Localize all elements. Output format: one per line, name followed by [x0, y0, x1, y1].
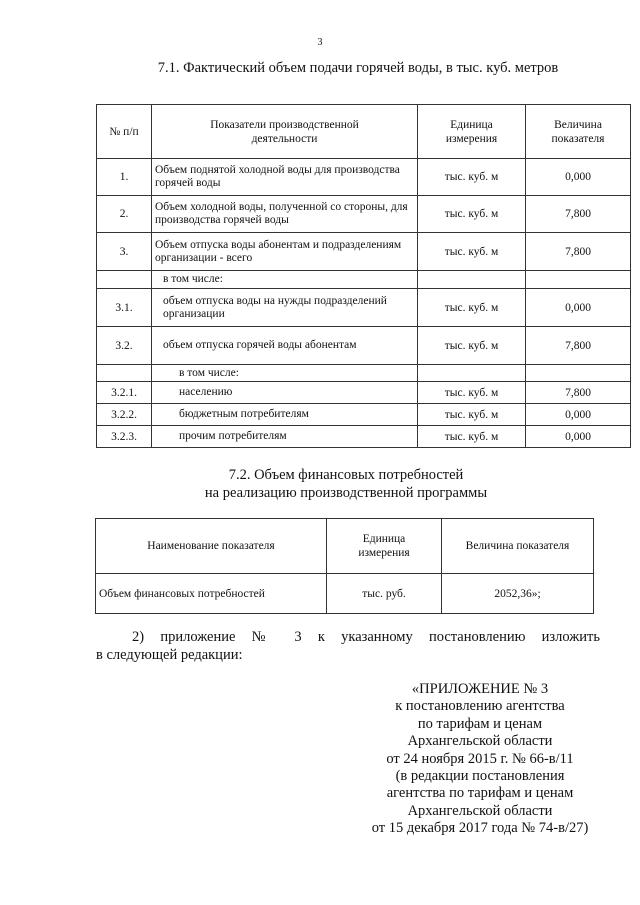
row-indicator-name: Объем холодной воды, полученной со стороны, для производства горячей воды — [152, 196, 418, 233]
row-number — [97, 365, 152, 382]
row-value: 0,000 — [526, 404, 631, 426]
appendix-line: к постановлению агентства — [395, 698, 565, 715]
appendix-header-block — [330, 681, 630, 838]
row-value — [526, 271, 631, 289]
row-unit: тыс. куб. м — [418, 196, 526, 233]
appendix-line: (в редакции постановления — [395, 768, 565, 785]
row-number: 3. — [97, 233, 152, 271]
row-unit: тыс. куб. м — [418, 327, 526, 365]
column-header-unit: Единица измерения — [418, 105, 526, 159]
paragraph-line-1: 2) приложение № 3 к указанному постановлению изложить — [132, 629, 600, 645]
column-header-unit: Единица измерения — [327, 519, 442, 574]
table-row — [97, 327, 631, 365]
row-number: 3.2.2. — [97, 404, 152, 426]
row-indicator-name: объем отпуска горячей воды абонентам — [152, 327, 418, 365]
row-number: 3.2. — [97, 327, 152, 365]
page-number: 3 — [317, 37, 323, 48]
row-value: 2052,36»; — [442, 574, 594, 614]
row-unit: тыс. куб. м — [418, 426, 526, 448]
row-indicator-name: Объем поднятой холодной воды для производства горячей воды — [152, 159, 418, 196]
row-indicator-name: в том числе: — [152, 365, 418, 382]
row-number — [97, 271, 152, 289]
row-value: 7,800 — [526, 382, 631, 404]
section-71-heading: 7.1. Фактический объем подачи горячей воды, в тыс. куб. метров — [157, 60, 559, 76]
row-indicator-name: прочим потребителям — [152, 426, 418, 448]
table-row-subheading — [97, 271, 631, 289]
table-row-subheading — [97, 365, 631, 382]
body-paragraph — [96, 628, 600, 664]
row-number: 3.2.3. — [97, 426, 152, 448]
row-indicator-name: в том числе: — [152, 271, 418, 289]
section-72-heading-line1: 7.2. Объем финансовых потребностей — [228, 467, 464, 483]
financial-needs-table — [95, 518, 594, 614]
row-value: 0,000 — [526, 159, 631, 196]
table-row — [97, 404, 631, 426]
appendix-line: по тарифам и ценам — [417, 715, 543, 732]
table-header-row — [97, 105, 631, 159]
row-unit: тыс. куб. м — [418, 382, 526, 404]
appendix-line: от 24 ноября 2015 г. № 66-в/11 — [386, 750, 574, 767]
table-row — [96, 574, 594, 614]
column-header-indicator: Показатели производственной деятельности — [152, 105, 418, 159]
appendix-line: агентства по тарифам и ценам — [386, 785, 574, 802]
table-row — [97, 233, 631, 271]
appendix-line: от 15 декабря 2017 года № 74-в/27) — [371, 820, 589, 837]
table-row — [97, 382, 631, 404]
table-row — [97, 426, 631, 448]
section-72-heading-line2: на реализацию производственной программы — [204, 485, 488, 501]
row-indicator-name: бюджетным потребителям — [152, 404, 418, 426]
row-value — [526, 365, 631, 382]
column-header-num: № п/п — [97, 105, 152, 159]
appendix-line: Архангельской области — [407, 733, 553, 750]
table-row — [97, 196, 631, 233]
row-indicator-name: Объем финансовых потребностей — [96, 574, 327, 614]
row-unit: тыс. куб. м — [418, 289, 526, 327]
row-unit: тыс. куб. м — [418, 404, 526, 426]
row-number: 1. — [97, 159, 152, 196]
column-header-value: Величина показателя — [526, 105, 631, 159]
row-number: 2. — [97, 196, 152, 233]
row-value: 7,800 — [526, 233, 631, 271]
row-indicator-name: объем отпуска воды на нужды подразделений организации — [152, 289, 418, 327]
row-value: 7,800 — [526, 327, 631, 365]
row-unit: тыс. руб. — [327, 574, 442, 614]
row-unit — [418, 365, 526, 382]
row-indicator-name: Объем отпуска воды абонентам и подразделениям организации - всего — [152, 233, 418, 271]
row-indicator-name: населению — [152, 382, 418, 404]
row-number: 3.2.1. — [97, 382, 152, 404]
table-row — [97, 159, 631, 196]
row-value: 0,000 — [526, 289, 631, 327]
row-number: 3.1. — [97, 289, 152, 327]
table-row — [97, 289, 631, 327]
row-unit: тыс. куб. м — [418, 159, 526, 196]
row-value: 7,800 — [526, 196, 631, 233]
table-header-row — [96, 519, 594, 574]
row-value: 0,000 — [526, 426, 631, 448]
row-unit — [418, 271, 526, 289]
column-header-name: Наименование показателя — [96, 519, 327, 574]
appendix-line: Архангельской области — [407, 802, 553, 819]
section-72-heading — [0, 466, 640, 502]
appendix-line: «ПРИЛОЖЕНИЕ № 3 — [411, 681, 549, 697]
row-unit: тыс. куб. м — [418, 233, 526, 271]
hot-water-volume-table — [96, 104, 631, 448]
paragraph-line-2: в следующей редакции: — [96, 647, 243, 663]
column-header-value: Величина показателя — [442, 519, 594, 574]
